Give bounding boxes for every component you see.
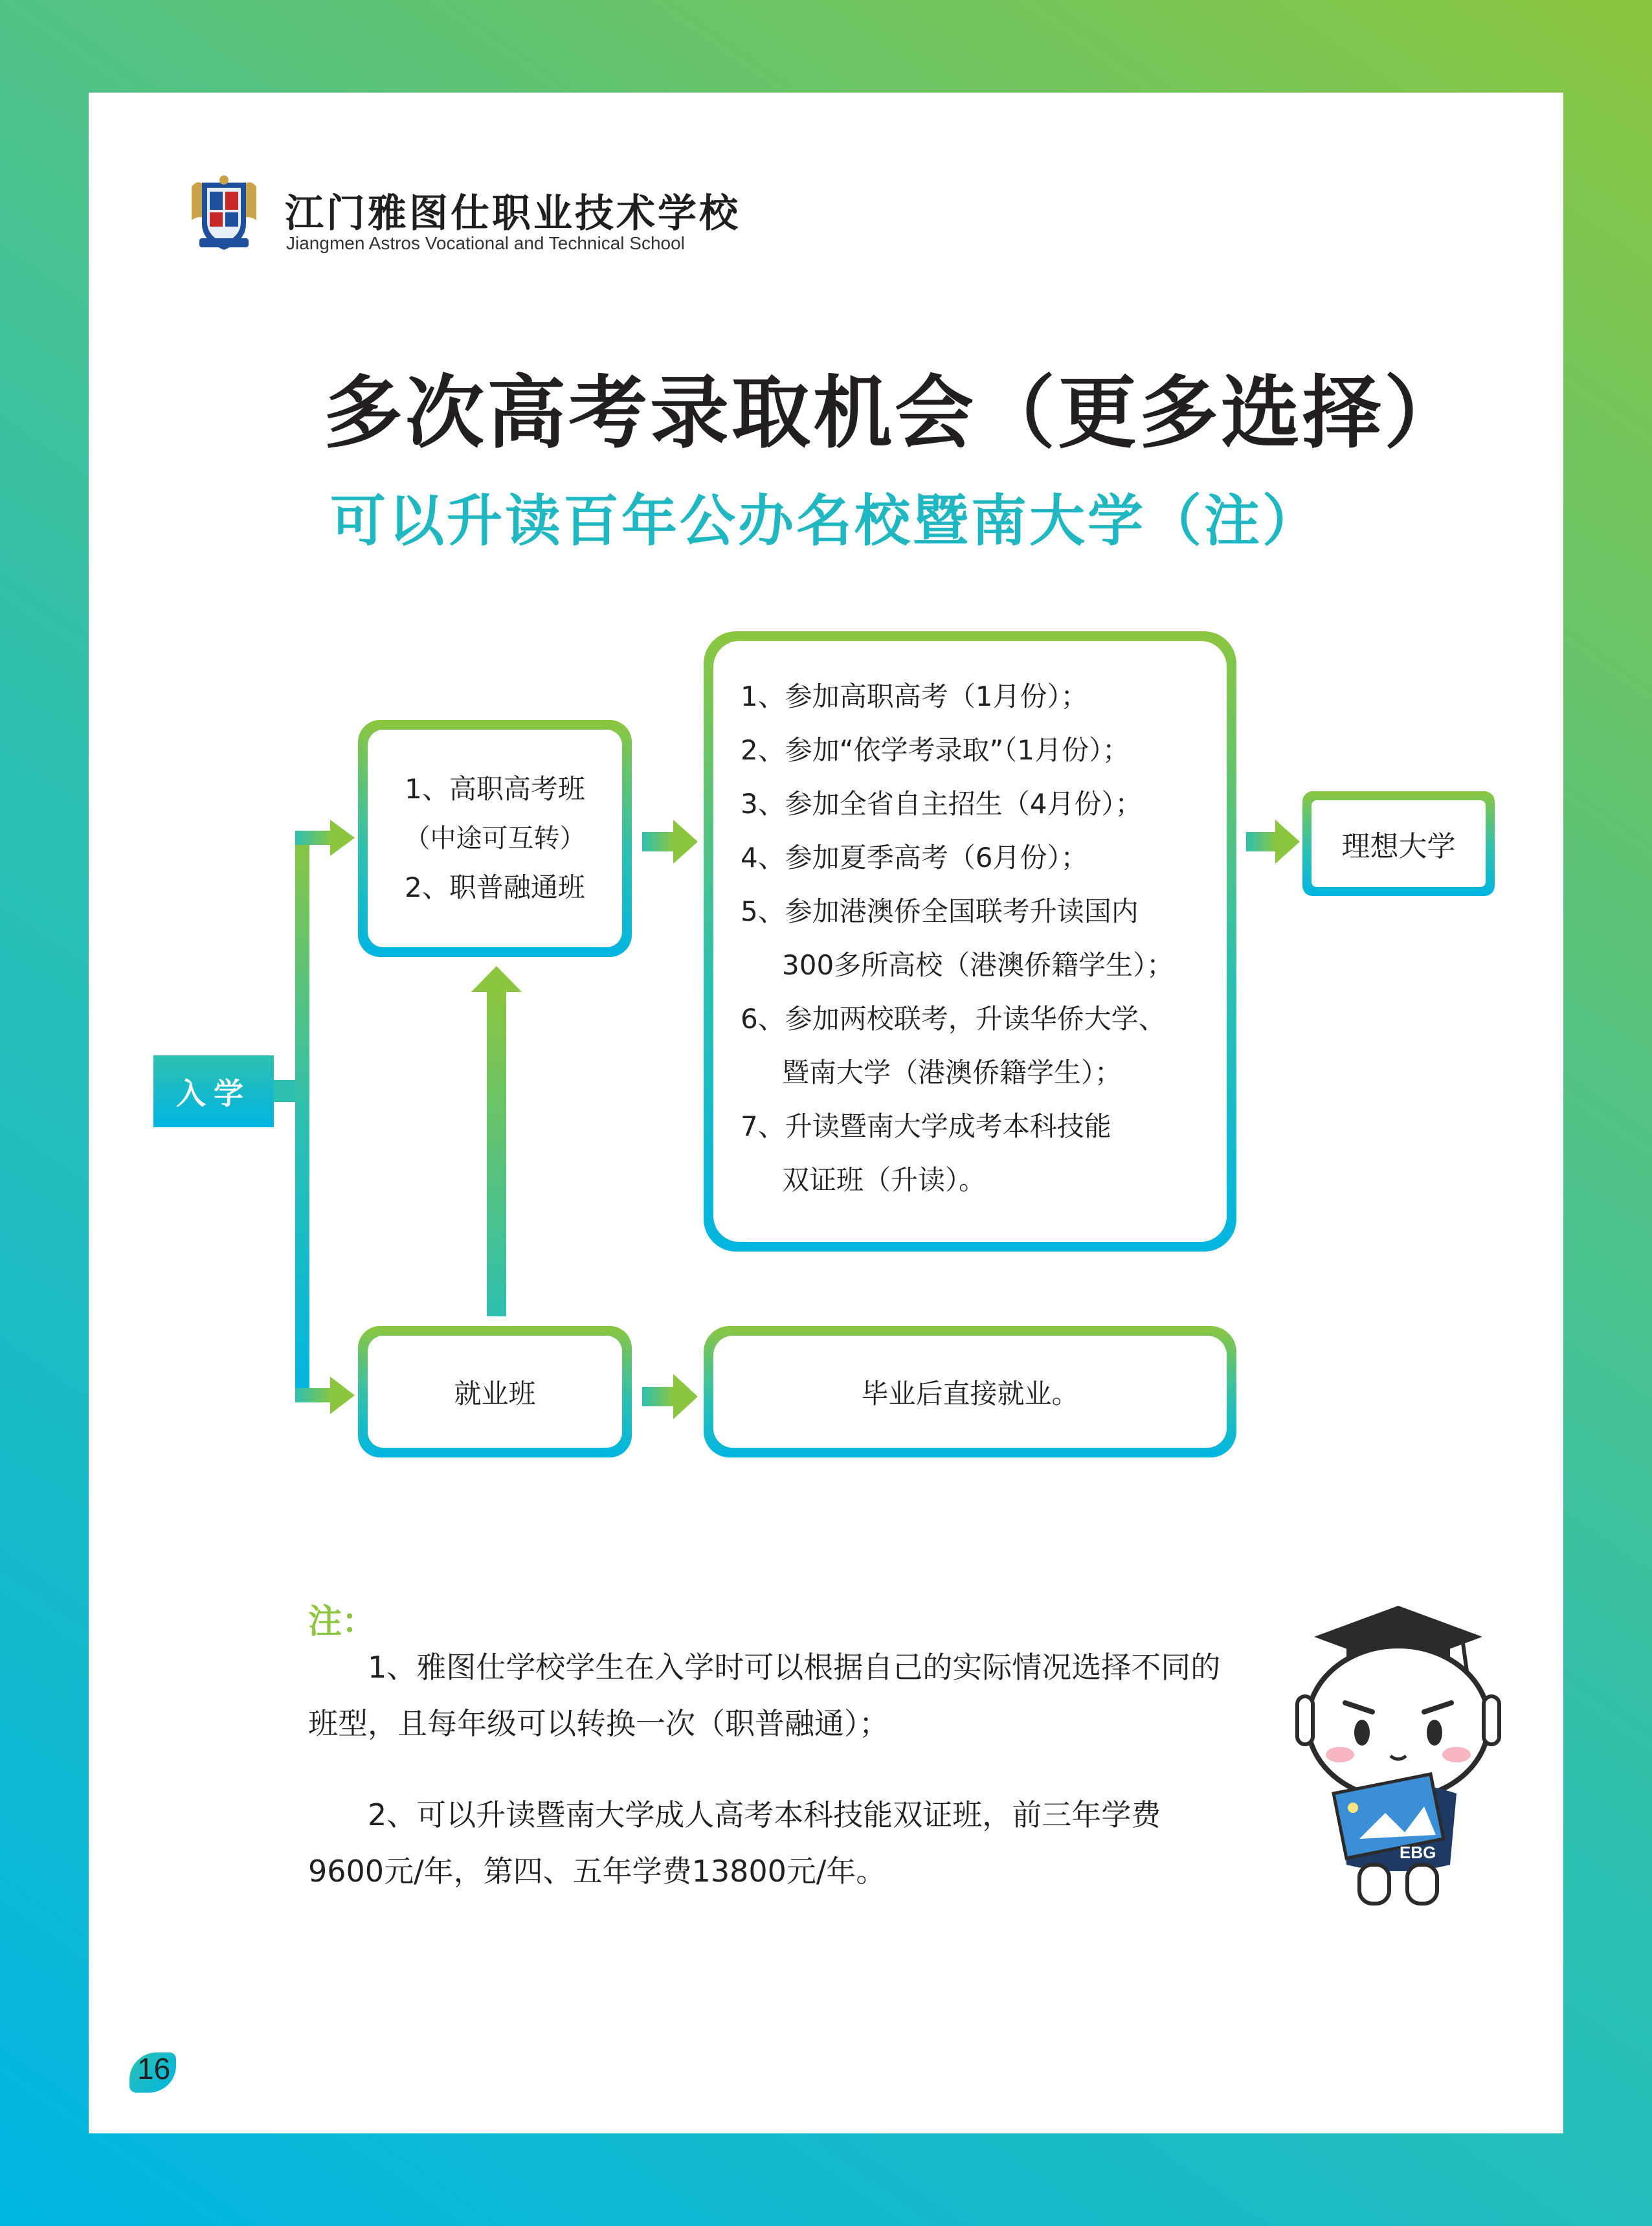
exam-options-box	[704, 631, 1236, 1252]
mascot-badge: EBG	[1400, 1843, 1436, 1862]
note-paragraph-2: 2、可以升读暨南大学成人高考本科技能双证班，前三年学费9600元/年，第四、五年学费13800元/年。	[308, 1797, 1161, 1889]
notes-title: 注：	[308, 1602, 376, 1641]
employment-class-box	[358, 1326, 632, 1457]
school-name-en: Jiangmen Astros Vocational and Technical School	[286, 233, 685, 253]
ideal-university-label: 理想大学	[1312, 800, 1486, 887]
class-type-line-1: 1、高职高考班	[405, 773, 585, 805]
mascot-illustration	[1269, 1580, 1528, 1929]
arrow-class-to-options	[642, 820, 698, 864]
option-line: 6、参加两校联考，升读华侨大学、	[741, 1003, 1166, 1035]
arrow-employment-to-result	[642, 1374, 698, 1419]
enroll-connector	[274, 1080, 296, 1102]
school-name-cn: 江门雅图仕职业技术学校	[285, 191, 741, 236]
option-line: 3、参加全省自主招生（4月份）；	[741, 788, 1143, 820]
class-type-line-2: （中途可互转）	[404, 824, 586, 853]
enroll-box: 入学	[153, 1055, 274, 1127]
employment-class-label: 就业班	[368, 1336, 622, 1448]
ideal-university-box	[1302, 791, 1495, 896]
trunk-line	[295, 831, 309, 1402]
arrow-options-to-university	[1246, 820, 1300, 864]
arrow-employment-to-class-box	[471, 966, 522, 1316]
page-number: 16	[137, 2052, 171, 2085]
note-paragraph-1: 1、雅图仕学校学生在入学时可以根据自己的实际情况选择不同的班型，且每年级可以转换一次（职普融通）；	[308, 1650, 1221, 1741]
option-line: 7、升读暨南大学成考本科技能	[741, 1110, 1111, 1142]
option-line: 5、参加港澳侨全国联考升读国内	[741, 895, 1139, 927]
page-subtitle: 可以升读百年公办名校暨南大学（注）	[330, 489, 1321, 554]
class-type-box	[358, 720, 632, 957]
employment-result-box	[704, 1326, 1236, 1457]
option-line: 双证班（升读）。	[782, 1164, 987, 1196]
employment-result-label: 毕业后直接就业。	[713, 1336, 1227, 1448]
option-line: 2、参加“依学考录取”（1月份）；	[741, 734, 1130, 766]
option-line: 暨南大学（港澳侨籍学生）；	[782, 1057, 1122, 1088]
page-title: 多次高考录取机会（更多选择）	[324, 366, 1466, 459]
option-line: 1、参加高职高考（1月份）；	[741, 680, 1088, 712]
option-line: 300多所高校（港澳侨籍学生）；	[782, 949, 1174, 981]
option-line: 4、参加夏季高考（6月份）；	[741, 842, 1088, 873]
class-type-line-3: 2、职普融通班	[405, 871, 585, 903]
